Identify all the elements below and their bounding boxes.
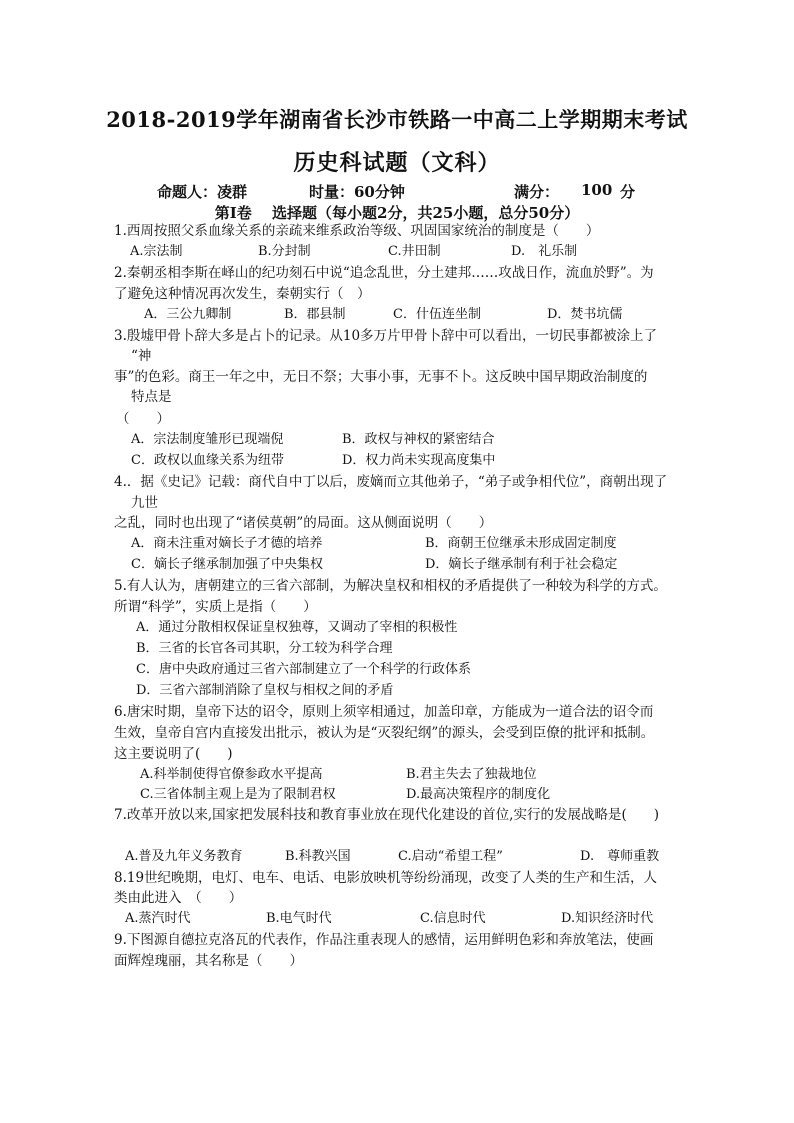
question-6-line-2: 生效，皇帝自宫内直接发出批示，被认为是“灭裂纪纲”的源头，会受到臣僚的批评和抵制。 (114, 725, 655, 741)
question-5-line-1: 5.有人认为，唐朝建立的三省六部制，为解决皇权和相权的矛盾提供了一种较为科学的方式。 (114, 578, 667, 594)
question-6-line-1: 6.唐宋时期，皇帝下达的诏令，原则上须宰相通过，加盖印章，方能成为一道合法的诏令而 (114, 704, 654, 720)
question-3-line-1: 3.殷墟甲骨卜辞大多是占卜的记录。从10多万片甲骨卜辞中可以看出，一切民事都被涂上了 (114, 328, 658, 344)
question-5-option-a: A．通过分散相权保证皇权独尊，又调动了宰相的积极性 (136, 620, 458, 635)
question-8-option-a: A.蒸汽时代 (125, 911, 191, 926)
question-1-line-1: 1.西周按照父系血缘关系的亲疏来维系政治等级、巩固国家统治的制度是（ ） (114, 223, 600, 239)
question-6-line-3: 这主要说明了( ) (114, 746, 233, 762)
question-4-line-3: 之乱，同时也出现了“诸侯莫朝”的局面。这从侧面说明（ ） (114, 515, 493, 531)
question-7-option-d: D. 尊师重教 (580, 849, 660, 864)
question-7-option-a: A.普及九年义务教育 (125, 849, 243, 864)
question-2-line-1: 2.秦朝丞相李斯在峄山的纪功刻石中说“追念乱世，分土建邦……攻战日作，流血於野”。为 (114, 265, 654, 281)
question-3-line-3: 事”的色彩。商王一年之中，无日不祭；大事小事，无事不卜。这反映中国早期政治制度的 (114, 369, 648, 385)
question-9-line-1: 9.下图源自德拉克洛瓦的代表作，作品注重表现人的感情，运用鲜明色彩和奔放笔法，使画 (114, 932, 654, 948)
score-unit: 分 (620, 183, 636, 201)
question-8-line-2: 类由此进入 （ ） (114, 890, 243, 906)
score-label: 满分： (514, 183, 560, 201)
question-1-option-b: B.分封制 (258, 244, 311, 259)
question-3-line-5: （ ） (116, 411, 170, 427)
question-5-option-d: D．三省六部制消除了皇权与相权之间的矛盾 (136, 683, 394, 698)
question-5-option-b: B．三省的长官各司其职，分工较为科学合理 (136, 641, 393, 656)
question-8-line-1: 8.19世纪晚期，电灯、电车、电话、电影放映机等纷纷涌现，改变了人类的生产和生活，人 (114, 870, 658, 886)
question-2-option-d: D．焚书坑儒 (547, 307, 623, 322)
question-1-option-a: A.宗法制 (130, 244, 183, 259)
author-label: 命题人：凌群 (157, 183, 248, 201)
question-4-option-d: D．嫡长子继承制有利于社会稳定 (425, 557, 618, 572)
question-3-option-b: B．政权与神权的紧密结合 (342, 432, 495, 447)
question-7-option-c: C.启动“希望工程” (398, 849, 503, 864)
exam-title: 2018-2019学年湖南省长沙市铁路一中高二上学期期末考试 (106, 107, 688, 132)
time-label: 时量：60分钟 (309, 183, 405, 201)
question-2-option-b: B．郡县制 (284, 307, 346, 322)
question-4-line-1: 4.．据《史记》记载：商代自中丁以后，废嫡而立其他弟子，“弟子或争相代位”，商朝出现了 (114, 474, 668, 490)
question-4-line-2: 九世 (131, 495, 158, 511)
question-2-line-2: 了避免这种情况再次发生，秦朝实行（ ） (114, 286, 371, 302)
exam-subtitle: 历史科试题（文科） (293, 150, 501, 176)
score-value: 100 (581, 181, 613, 199)
question-4-option-c: C．嫡长子继承制加强了中央集权 (131, 557, 323, 572)
question-6-option-a: A.科举制使得官僚参政水平提高 (140, 767, 323, 782)
question-4-option-b: B．商朝王位继承未形成固定制度 (425, 536, 617, 551)
question-6-option-c: C.三省体制主观上是为了限制君权 (140, 787, 336, 802)
question-1-option-d: D. 礼乐制 (511, 244, 578, 259)
question-3-line-2: “神 (131, 348, 152, 364)
question-3-option-a: A．宗法制度雏形已现端倪 (131, 432, 284, 447)
question-6-option-d: D.最高决策程序的制度化 (406, 787, 551, 802)
question-7-option-b: B.科教兴国 (285, 849, 351, 864)
question-3-option-c: C．政权以血缘关系为纽带 (131, 453, 284, 468)
question-6-option-b: B.君主失去了独裁地位 (406, 767, 537, 782)
question-5-option-c: C．唐中央政府通过三省六部制建立了一个科学的行政体系 (136, 662, 471, 677)
question-4-option-a: A．商未注重对嫡长子才德的培养 (131, 536, 323, 551)
question-3-line-4: 特点是 (131, 389, 172, 405)
question-8-option-b: B.电气时代 (266, 911, 332, 926)
section-heading: 第Ⅰ卷 选择题（每小题2分，共25小题，总分50分） (214, 204, 580, 222)
question-2-option-c: C．什伍连坐制 (393, 307, 481, 322)
question-7-line-1: 7.改革开放以来,国家把发展科技和教育事业放在现代化建设的首位,实行的发展战略是( ) (114, 807, 659, 823)
question-1-option-c: C.井田制 (388, 244, 441, 259)
question-3-option-d: D．权力尚未实现高度集中 (342, 453, 496, 468)
question-2-option-a: A．三公九卿制 (144, 307, 232, 322)
question-8-option-c: C.信息时代 (420, 911, 486, 926)
question-5-line-2: 所谓“科学”，实质上是指（ ） (114, 599, 317, 615)
question-8-option-d: D.知识经济时代 (561, 911, 654, 926)
question-9-line-2: 面辉煌瑰丽，其名称是（ ） (114, 953, 303, 969)
